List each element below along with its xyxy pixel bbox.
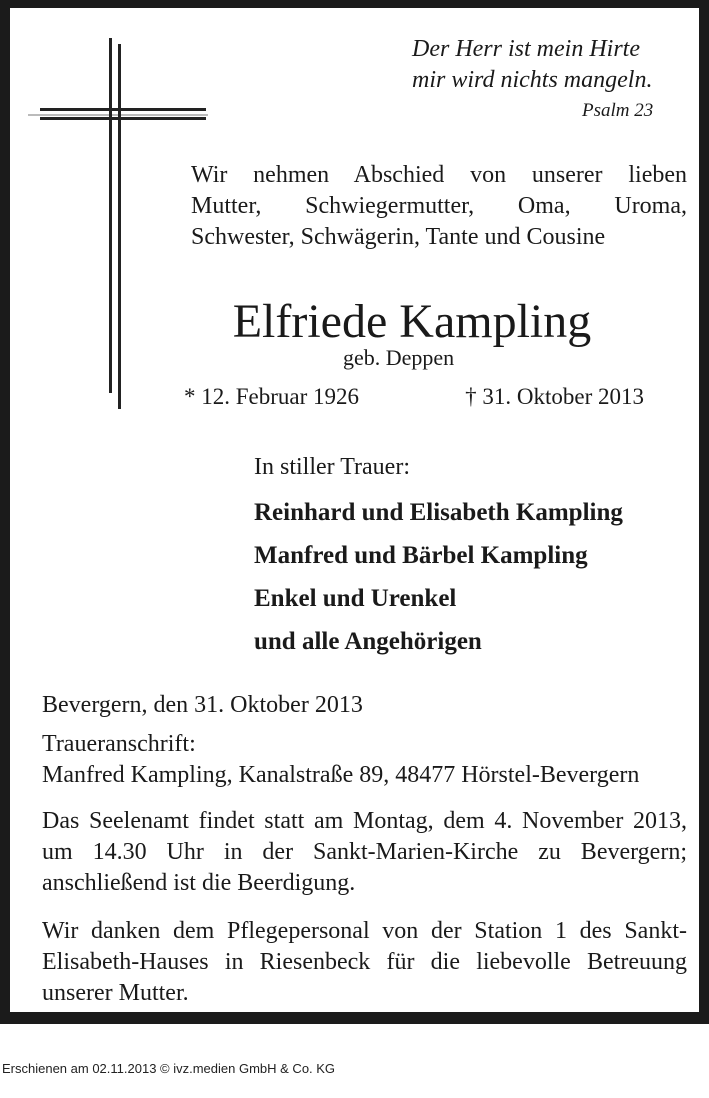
birth-name: geb. Deppen [343, 345, 455, 370]
intro-text [191, 160, 687, 253]
thanks-text: Wir danken dem Pflegepersonal von der Station 1 des Sankt-Elisabeth-Hauses in Riesenbeck für die liebevolle Betreuung unserer Mutter. [42, 918, 687, 1006]
mourners-label: In stiller Trauer: [254, 454, 410, 480]
mourner-name: Enkel und Urenkel [254, 585, 457, 612]
intro-line-2: Mutter, Schwiegermutter, Oma, Uroma, [191, 193, 687, 219]
birth-date: * 12. Februar 1926 [184, 384, 360, 409]
service-info: Das Seelenamt findet statt am Montag, dem 4. November 2013, um 14.30 Uhr in der Sankt-Marien-Kirche zu Bevergern; anschließend ist die Beerdigung. [42, 808, 687, 896]
intro-line-3: Schwester, Schwägerin, Tante und Cousine [191, 224, 606, 250]
cross-icon-line [118, 44, 121, 409]
psalm-line-1: Der Herr ist mein Hirte [412, 36, 640, 62]
psalm-reference: Psalm 23 [582, 100, 654, 121]
cross-icon-bar [40, 108, 206, 111]
mourners-list [254, 491, 623, 663]
mourner-name: und alle Angehörigen [254, 628, 482, 655]
psalm-line-2: mir wird nichts mangeln. [412, 67, 653, 93]
place-date: Bevergern, den 31. Oktober 2013 [42, 692, 363, 718]
cross-icon-bar-2 [40, 117, 206, 120]
death-date: † 31. Oktober 2013 [465, 384, 644, 409]
life-dates [184, 384, 644, 410]
intro-line-1: Wir nehmen Abschied von unserer lieben [191, 162, 687, 188]
mourner-name: Manfred und Bärbel Kampling [254, 542, 588, 569]
address-label: Traueranschrift: [42, 731, 196, 757]
mourner-name: Reinhard und Elisabeth Kampling [254, 499, 623, 526]
deceased-name: Elfriede Kampling [232, 295, 592, 348]
publication-footer: Erschienen am 02.11.2013 © ivz.medien GmbH & Co. KG [2, 1061, 336, 1076]
psalm-quote [412, 34, 709, 96]
address-value: Manfred Kampling, Kanalstraße 89, 48477 Hörstel-Bevergern [42, 762, 640, 788]
